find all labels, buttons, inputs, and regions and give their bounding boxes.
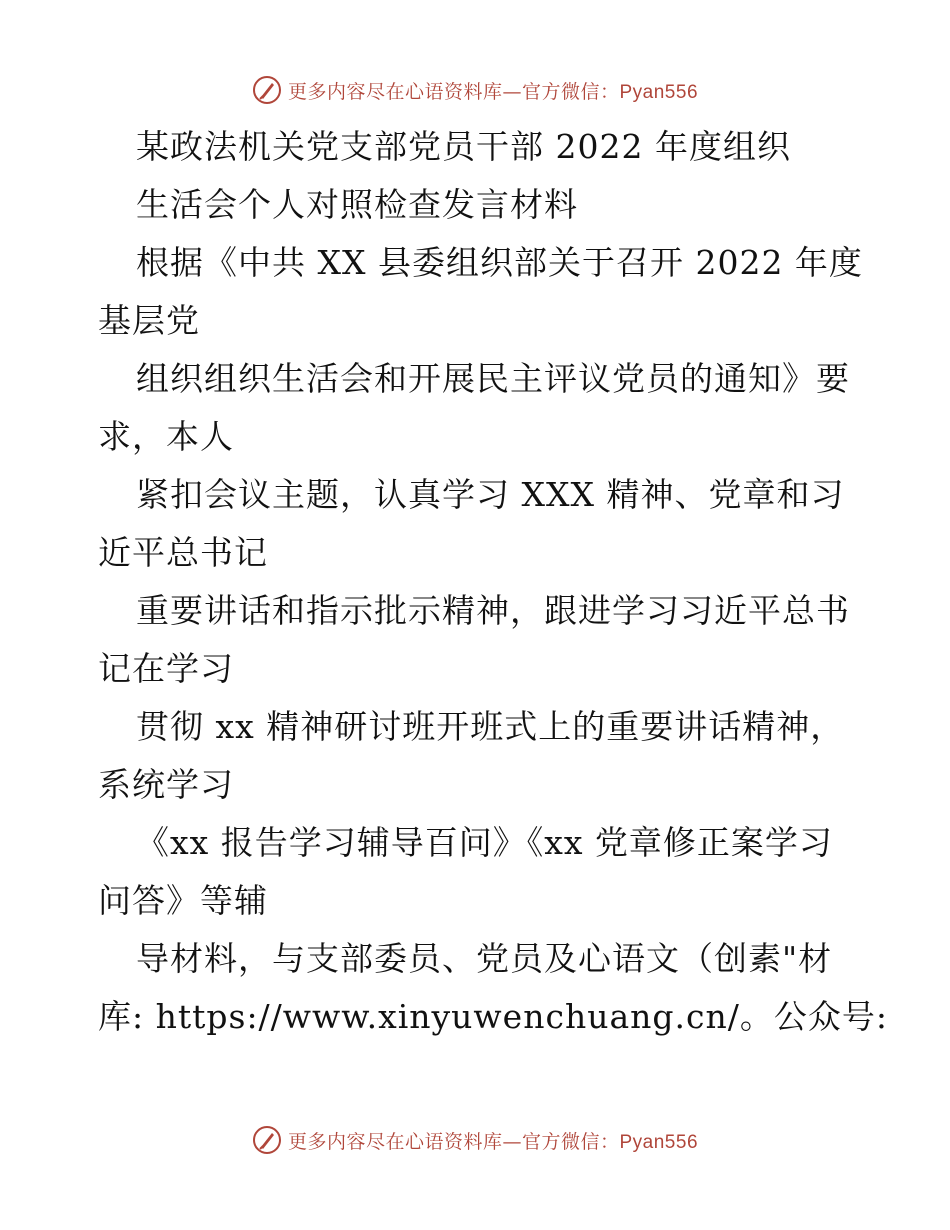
quill-pen-logo-icon bbox=[252, 1125, 282, 1155]
text-line: 导材料，与支部委员、党员及心语文（创素"材 bbox=[136, 939, 833, 978]
watermark-banner-bottom bbox=[0, 1120, 950, 1160]
text-line: 紧扣会议主题，认真学习 XXX 精神、党章和习 bbox=[136, 475, 845, 514]
text-line: 重要讲话和指示批示精神，跟进学习习近平总书 bbox=[136, 591, 850, 630]
watermark-banner-top bbox=[0, 70, 950, 110]
text-line: 组织组织生活会和开展民主评议党员的通知》要 bbox=[136, 359, 850, 398]
text-line: 求，本人 bbox=[98, 417, 234, 456]
text-line: 库: https://www.xinyuwenchuang.cn/。公众号: bbox=[98, 997, 888, 1036]
text-line: 某政法机关党支部党员干部 2022 年度组织 bbox=[136, 127, 791, 166]
text-line: 近平总书记 bbox=[98, 533, 268, 572]
watermark-text: 更多内容尽在心语资料库—官方微信：Pyan556 bbox=[287, 1130, 699, 1153]
text-line: 系统学习 bbox=[98, 765, 234, 804]
text-line: 问答》等辅 bbox=[98, 881, 268, 920]
text-line: 记在学习 bbox=[98, 649, 234, 688]
text-line: 贯彻 xx 精神研讨班开班式上的重要讲话精神， bbox=[136, 707, 845, 746]
text-line: 基层党 bbox=[98, 301, 200, 340]
text-line: 《xx 报告学习辅导百问》《xx 党章修正案学习 bbox=[136, 823, 833, 862]
watermark-text: 更多内容尽在心语资料库—官方微信：Pyan556 bbox=[287, 80, 699, 103]
text-line: 生活会个人对照检查发言材料 bbox=[136, 185, 578, 224]
text-line: 根据《中共 XX 县委组织部关于召开 2022 年度 bbox=[136, 243, 863, 282]
document-body bbox=[98, 118, 888, 1046]
quill-pen-logo-icon bbox=[252, 75, 282, 105]
